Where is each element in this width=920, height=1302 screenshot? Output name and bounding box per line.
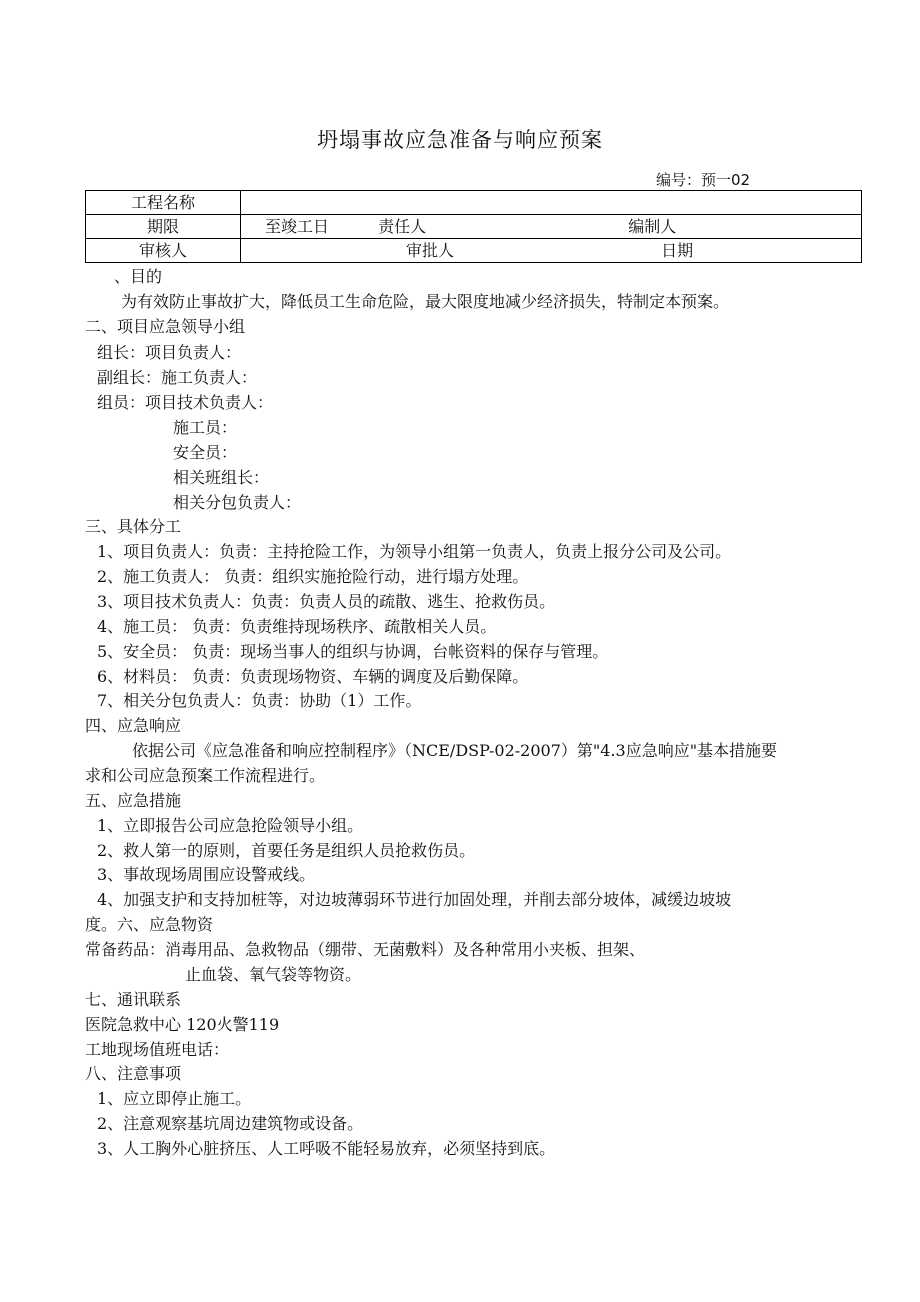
note-item-1: 1、应立即停止施工。 [97, 1089, 252, 1108]
measure-item-4: 4、加强支护和支持加桩等，对边坡薄弱环节进行加固处理，并削去部分坡体，减缓边坡坡 [97, 890, 732, 909]
reviewer-row-value [241, 239, 862, 263]
section-heading-measures: 五、应急措施 [85, 791, 182, 810]
section-heading-leadership: 二、项目应急领导小组 [85, 317, 246, 336]
approver-label: 审批人 [406, 241, 455, 260]
reviewer-label: 审核人 [86, 239, 241, 263]
table-row [86, 215, 862, 239]
table-row [86, 191, 862, 215]
response-text-line-1: 依据公司《应急准备和响应控制程序》（NCE/DSP-02-2007）第"4.3应急响应"基本措施要 [132, 741, 778, 760]
duty-item-3: 3、项目技术负责人：负责：负责人员的疏散、逃生、抢救伤员。 [97, 592, 556, 611]
responsible-label: 责任人 [378, 217, 427, 236]
period-row-value [241, 215, 862, 239]
measure-item-2: 2、救人第一的原则，首要任务是组织人员抢救伤员。 [97, 841, 476, 860]
duty-item-4: 4、施工员： 负责：负责维持现场秩序、疏散相关人员。 [97, 617, 497, 636]
section-heading-response: 四、应急响应 [85, 716, 182, 735]
table-row [86, 239, 862, 263]
member-subcontractor-lead: 相关分包负责人： [173, 493, 302, 512]
period-label: 期限 [86, 215, 241, 239]
section-heading-purpose: 、目的 [114, 267, 163, 286]
section-heading-notes: 八、注意事项 [85, 1064, 182, 1083]
leader-line: 组长：项目负责人： [97, 343, 242, 362]
supplies-line-1: 常备药品：消毒用品、急救物品（绷带、无菌敷料）及各种常用小夹板、担架、 [85, 940, 646, 959]
deputy-leader-line: 副组长：施工负责人： [97, 368, 258, 387]
document-number: 编号：预一02 [656, 171, 751, 189]
contact-emergency: 医院急救中心 120火警119 [85, 1015, 280, 1034]
project-name-label: 工程名称 [86, 191, 241, 215]
duty-item-7: 7、相关分包负责人：负责：协助（1）工作。 [97, 691, 422, 710]
section-heading-division: 三、具体分工 [85, 517, 182, 536]
compiler-label: 编制人 [628, 217, 677, 236]
measure-item-3: 3、事故现场周围应设警戒线。 [97, 865, 316, 884]
supplies-line-2: 止血袋、氧气袋等物资。 [185, 965, 362, 984]
response-text-line-2: 求和公司应急预案工作流程进行。 [85, 766, 326, 785]
duty-item-2: 2、施工负责人： 负责：组织实施抢险行动，进行塌方处理。 [97, 567, 529, 586]
section-heading-contact: 七、通讯联系 [85, 990, 182, 1009]
project-name-value [241, 191, 862, 215]
page-title: 坍塌事故应急准备与响应预案 [317, 128, 603, 152]
member-line: 组员：项目技术负责人： [97, 393, 274, 412]
date-label: 日期 [661, 241, 694, 260]
measure-item-1: 1、立即报告公司应急抢险领导小组。 [97, 816, 364, 835]
project-info-table [85, 190, 862, 263]
note-item-3: 3、人工胸外心脏挤压、人工呼吸不能轻易放弃，必须坚持到底。 [97, 1139, 556, 1158]
duty-item-5: 5、安全员： 负责：现场当事人的组织与协调，台帐资料的保存与管理。 [97, 642, 609, 661]
purpose-text: 为有效防止事故扩大，降低员工生命危险，最大限度地减少经济损失，特制定本预案。 [121, 292, 730, 311]
member-construction-worker: 施工员： [173, 418, 238, 437]
contact-site-duty: 工地现场值班电话： [85, 1040, 230, 1059]
measure-item-4-cont: 度。六、应急物资 [85, 915, 214, 934]
member-safety-officer: 安全员： [173, 443, 238, 462]
duty-item-1: 1、项目负责人：负责：主持抢险工作，为领导小组第一负责人，负责上报分公司及公司。 [97, 542, 732, 561]
duty-item-6: 6、材料员： 负责：负责现场物资、车辆的调度及后勤保障。 [97, 667, 529, 686]
member-team-leader: 相关班组长： [173, 468, 270, 487]
note-item-2: 2、注意观察基坑周边建筑物或设备。 [97, 1114, 364, 1133]
completion-text: 至竣工日 [265, 217, 330, 236]
